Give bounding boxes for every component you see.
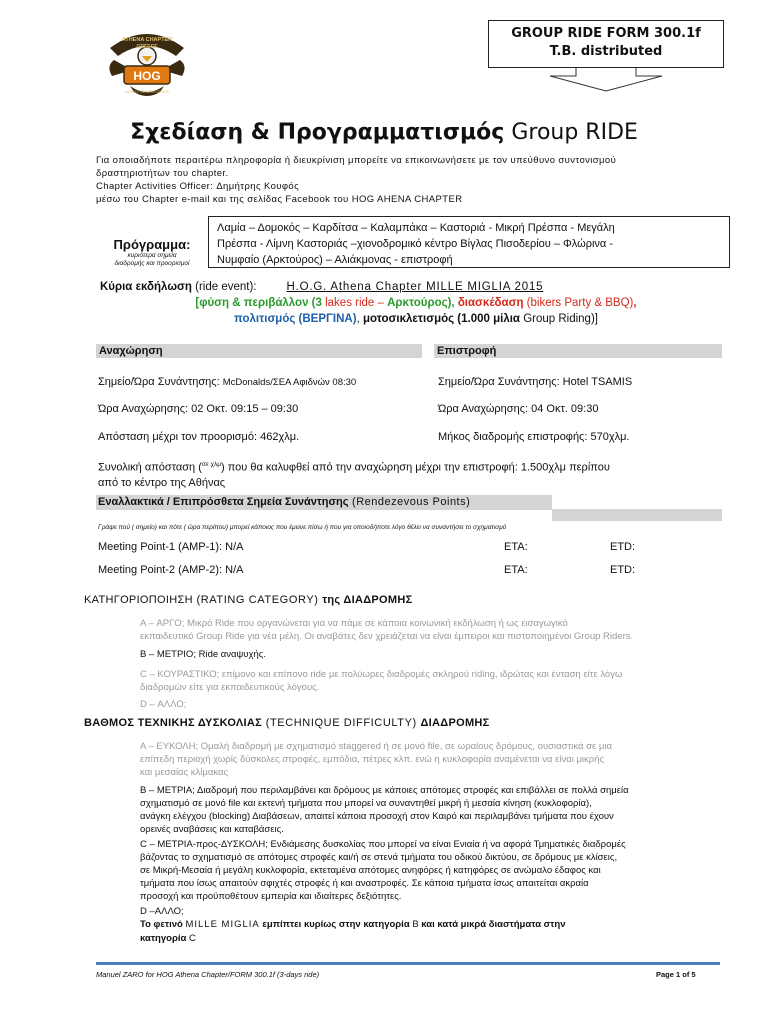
- form-id-line1: GROUP RIDE FORM 300.1f: [511, 26, 701, 41]
- rating-d: D – ΑΛΛΟ;: [140, 699, 187, 710]
- meeting-point-2-eta: ETA:: [504, 564, 528, 576]
- logo-top-text: ATHENA CHAPTER: [121, 37, 173, 43]
- intro-text: Για οποιαδήποτε περαιτέρω πληροφορία ή διευκρίνιση μπορείτε να επικοινωνήσετε με τον υπεύθυνο συντονισμού δραστηριοτήτων του chapter. Chapter Activities Officer: Δημήτρης Κουφός μέσω του Chapter e-mail και της σελίδας Facebook του HOG AHENA CHAPTER: [96, 155, 617, 205]
- form-id-line2: T.B. distributed: [549, 44, 663, 59]
- departure-time: Ώρα Αναχώρησης: 02 Οκτ. 09:15 – 09:30: [98, 403, 299, 415]
- down-arrow-icon: [548, 68, 664, 92]
- page-title: Σχεδίαση & Προγραμματισμός Group RIDE: [130, 120, 638, 145]
- return-time: Ώρα Αναχώρησης: 04 Οκτ. 09:30: [438, 403, 599, 415]
- page-number: Page 1 of 5: [656, 970, 696, 979]
- return-header: Επιστροφή: [434, 344, 722, 358]
- alt-points-header: Εναλλακτικά / Επιπρόσθετα Σημεία Συνάντησης (Rendezevous Points): [96, 495, 552, 510]
- departure-header: Αναχώρηση: [96, 344, 422, 358]
- main-event: Κύρια εκδήλωση (ride event): H.O.G. Athena Chapter MILLE MIGLIA 2015 [φύση & περιβάλλον (3 lakes ride – Αρκτούρος), διασκέδαση (bikers Party & BBQ), πολιτισμός (ΒΕΡΓΙΝΑ), μοτοσικλετισμός (1.000 μίλια Group Riding)]: [100, 281, 637, 325]
- technique-title: ΒΑΘΜΟΣ ΤΕΧΝΙΚΗΣ ΔΥΣΚΟΛΙΑΣ (TECHNIQUE DIFFICULTY) ΔΙΑΔΡΟΜΗΣ: [84, 717, 490, 729]
- alt-points-header-ext: [552, 509, 722, 521]
- return-meeting: Σημείο/Ώρα Συνάντησης: Hotel TSAMIS: [438, 376, 633, 388]
- technique-d: D –ΑΛΛΟ;: [140, 906, 184, 917]
- footer-divider: [96, 962, 720, 965]
- technique-c: C – ΜΕΤΡΙΑ-προς-ΔΥΣΚΟΛΗ; Ενδιάμεσης δυσκολίας που μπορεί να είναι Ενιαία ή να αφορά Τμηματικές διαδρομές βάζοντας το σχηματισμό σε απότομες στροφές και/ή σε στενά τμήματα του οδικού δικτύου, σε δρόμους με κλίσεις, σε Μικρή-Μεσαία ή μεγάλη κυκλοφορία, εκτεταμένα απότομες ανηφόρες ή κατηφόρες σε ανώμαλο έδαφος και τμήματα που ίσως απαιτούν σφιχτές στροφές ή και αναστροφές. Σε κάποια τμήματα ίσως απαιτείται ακραία προσοχή και προϋποθέτουν εμπειρία και ιδιαίτερες δεξιότητες.: [140, 839, 626, 902]
- technique-b: B – ΜΕΤΡΙΑ; Διαδρομή που περιλαμβάνει και δρόμους με κάποιες απότομες στροφές και επιβάλλει σε πολλά σημεία σχηματισμό σε μονό file και εκτενή τμήματα που μπορεί να συναντηθεί μικρή ή μεσαία κίνηση (κυκλοφορία), ανάγκη ελέγχου (blocking) Διαβάσεων, απαιτεί κάποια προσοχή στον Καιρό και περιλαμβάνει τμήματα που έχουν ορεινές αναβάσεις και καταβάσεις.: [140, 785, 629, 835]
- meeting-point-1-eta: ETA:: [504, 541, 528, 553]
- technique-a: A – ΕΥΚΟΛΗ; Ομαλή διαδρομή με σχηματισμό staggered ή σε μονό file, σε ωραίους δρόμους, ουσιαστικά σε μια επίπεδη περιοχή χωρίς δύσκολες στροφές, εμπόδια, πέτρες κλπ. ενώ η κυκλοφορία αναμένεται να είναι μικρής και μεσαίας κλίμακας: [140, 741, 612, 778]
- form-id-box: [488, 20, 724, 68]
- rating-title: ΚΑΤΗΓΟΡΙΟΠΟΙΗΣΗ (RATING CATEGORY) της ΔΙΑΔΡΟΜΗΣ: [84, 594, 413, 606]
- meeting-point-1-etd: ETD:: [610, 541, 636, 553]
- alt-points-note: Γράψε πού ( σημείο) και πότε ( ώρα περίπου) μπορεί κάποιος που έμεινε πίσω ή που για οποιοδήποτε λόγο θέλει να συναντήσει το σχηματισμό: [98, 524, 507, 531]
- program-label: Πρόγραμμα: κυριότερα σημεία διαδρομής και προορισμοί: [113, 237, 191, 267]
- departure-distance: Απόσταση μέχρι τον προορισμό: 462χλμ.: [98, 431, 300, 443]
- departure-meeting: Σημείο/Ώρα Συνάντησης: McDonalds/ΣΕΑ Αφιδνών 08:30: [98, 376, 357, 388]
- footer-left: Manuel ZARO for HOG Athena Chapter/FORM 300.1f (3-days ride): [96, 970, 320, 979]
- hog-athena-logo: [104, 26, 190, 100]
- rating-a: A – ΑΡΓΟ; Μικρό Ride που οργανώνεται για να πάμε σε κάποια κοινωνική εκδήλωση ή ως εισαγωγικό εκπαιδευτικό Group Ride για νέα μέλη. Οι αναβάτες δεν χρειάζεται να είναι έμπειροι και πιστοποιημένοι Group Riders.: [140, 618, 634, 642]
- logo-mid-text: GREECE: [136, 44, 158, 50]
- rating-b: B – ΜΕΤΡΙΟ; Ride αναψυχής.: [140, 649, 266, 660]
- total-distance: Συνολική απόσταση ($^{\sigma\varepsilon \chi\lambda\mu}$) που θα καλυφθεί από την αναχώρηση μέχρι την επιστροφή: 1.500χλμ περίπου από το κέντρο της Αθήνας: [98, 461, 610, 489]
- logo-bottom-text: HARLEY OWNERS GROUP: [124, 90, 170, 94]
- logo-brand: HOG: [133, 69, 161, 83]
- meeting-point-1: Meeting Point-1 (AMP-1): N/A: [98, 541, 244, 553]
- meeting-point-2: Meeting Point-2 (AMP-2): N/A: [98, 564, 244, 576]
- return-length: Μήκος διαδρομής επιστροφής: 570χλμ.: [438, 431, 630, 443]
- technique-summary: Το φετινό MILLE MIGLIA εμπίπτει κυρίως στην κατηγορία B και κατά μικρά διαστήματα στην κατηγορία C: [140, 919, 566, 944]
- meeting-point-2-etd: ETD:: [610, 564, 636, 576]
- rating-c: C – ΚΟΥΡΑΣΤΙΚΟ; επίμονο και επίπονο ride με πολύωρες διαδρομές σκληρού riding, ιδρώτας και ένταση είτε λόγω διαδρομών είτε για εκπαιδευτικούς λόγους.: [140, 669, 623, 693]
- program-box: Λαμία – Δομοκός – Καρδίτσα – Καλαμπάκα – Καστοριά - Μικρή Πρέσπα - Μεγάλη Πρέσπα - Λίμνη Καστοριάς –χιονοδρομικό κέντρο Βίγλας Πισοδερίου – Φλώρινα - Νυμφαίο (Αρκτούρος) – Αλιάκμονας - επιστροφή: [208, 216, 730, 268]
